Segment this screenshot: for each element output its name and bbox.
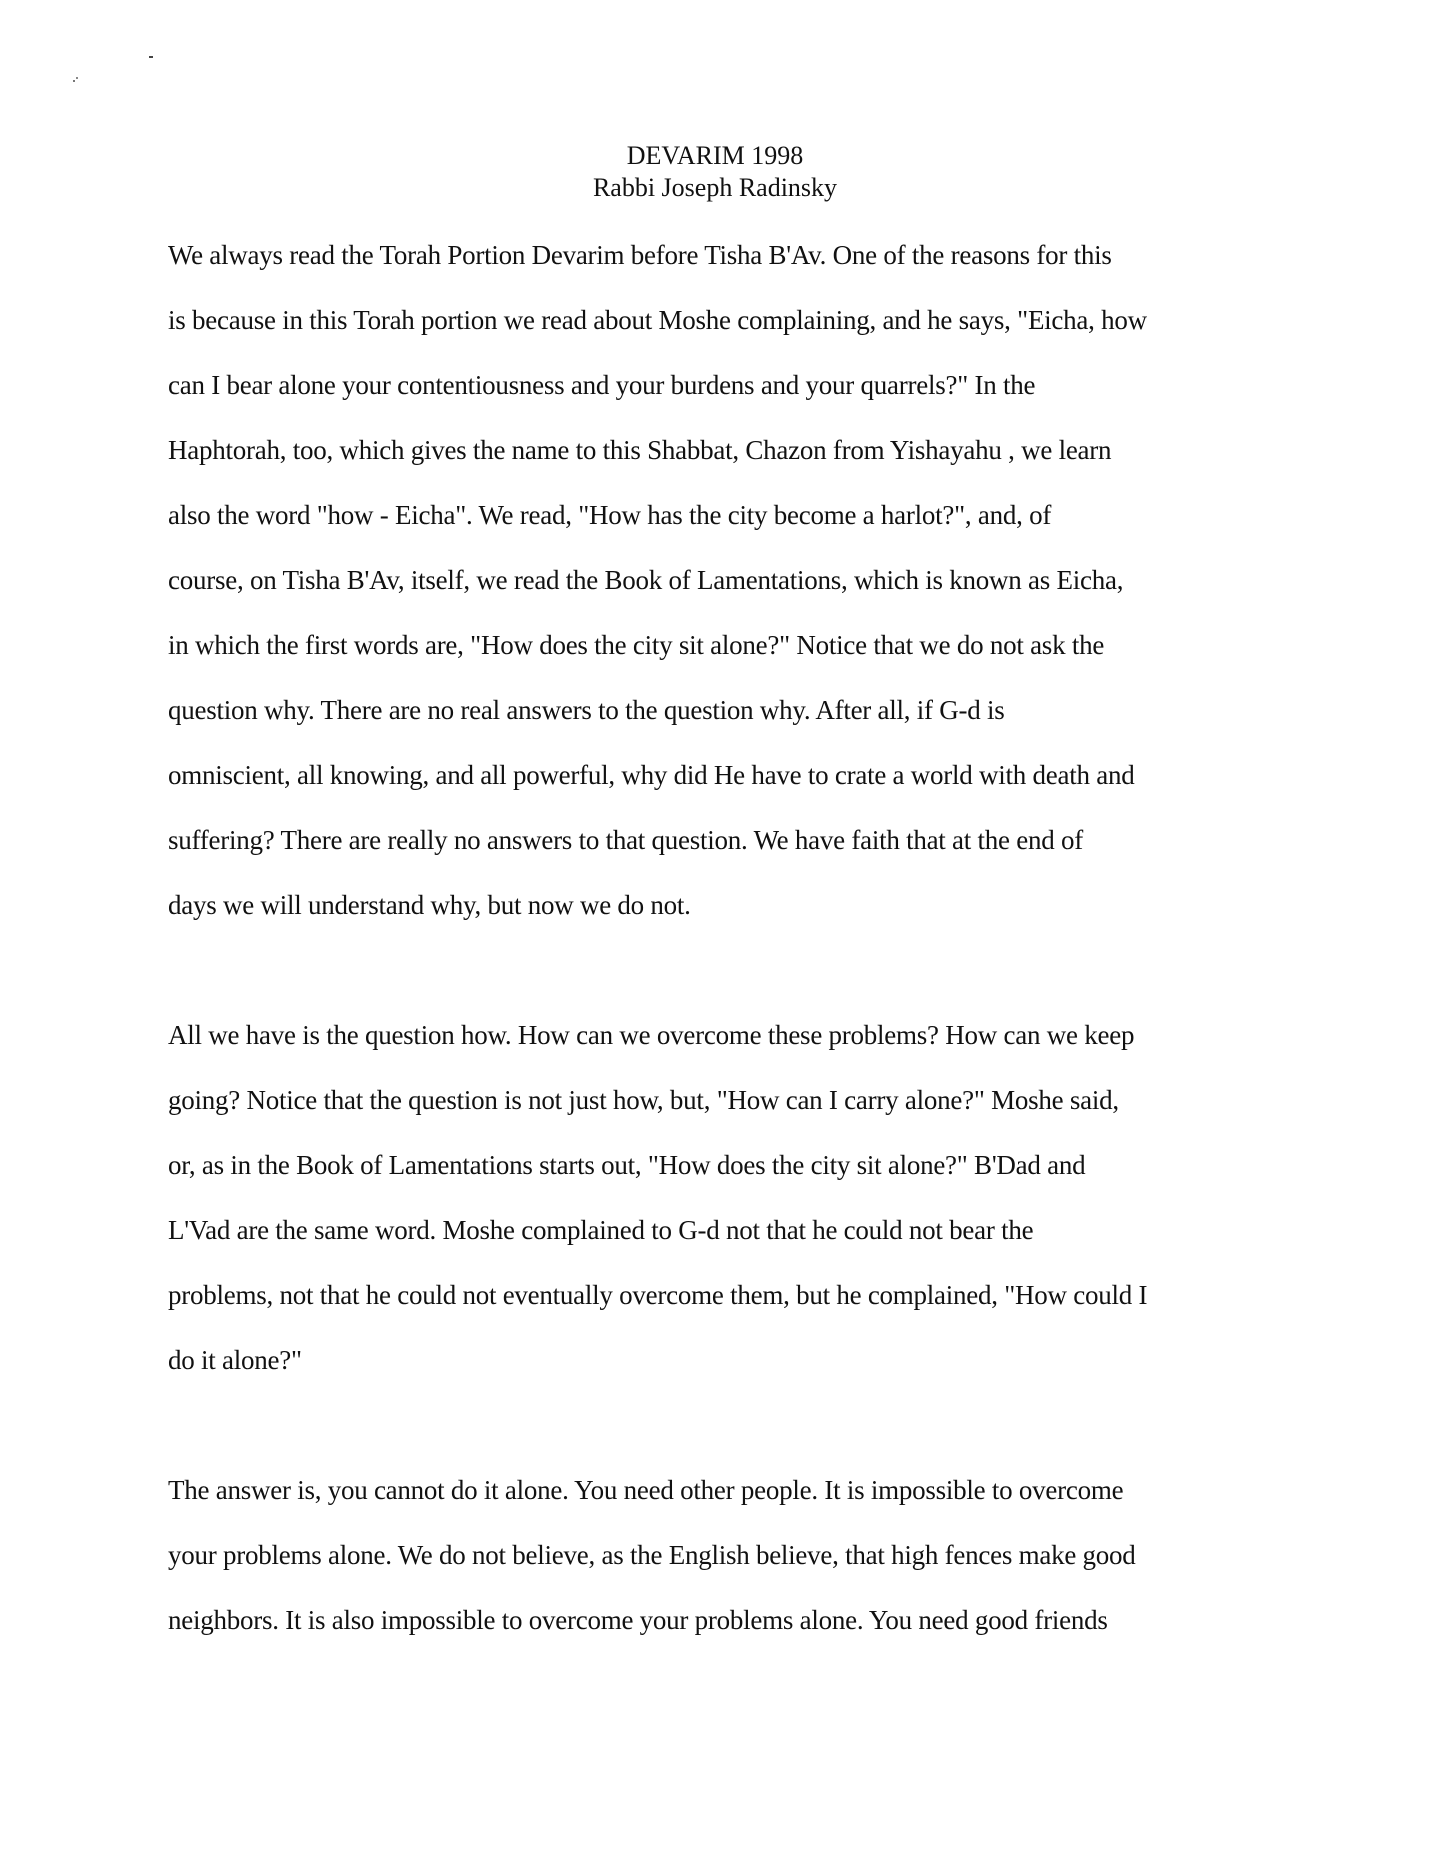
paragraph-line: days we will understand why, but now we do not.	[168, 890, 691, 920]
paragraph-line: omniscient, all knowing, and all powerful, why did He have to crate a world with death and	[168, 760, 1135, 790]
paragraph-line: L'Vad are the same word. Moshe complained to G-d not that he could not bear the	[168, 1215, 1034, 1245]
paragraph-line: course, on Tisha B'Av, itself, we read the Book of Lamentations, which is known as Eicha,	[168, 565, 1124, 595]
scan-speck	[149, 56, 153, 58]
document-title: DEVARIM 1998	[626, 141, 804, 170]
paragraph-line: going? Notice that the question is not just how, but, "How can I carry alone?" Moshe said,	[168, 1085, 1119, 1115]
document-author: Rabbi Joseph Radinsky	[592, 173, 838, 202]
paragraph-line: suffering? There are really no answers to that question. We have faith that at the end of	[168, 825, 1083, 855]
paragraph-line: All we have is the question how. How can we overcome these problems? How can we keep	[168, 1020, 1135, 1050]
paragraph-line: your problems alone. We do not believe, as the English believe, that high fences make good	[168, 1540, 1136, 1570]
scan-speck	[76, 77, 78, 79]
paragraph-line: in which the first words are, "How does the city sit alone?" Notice that we do not ask the	[168, 630, 1105, 660]
paragraph-line: do it alone?"	[168, 1345, 302, 1375]
scan-speck	[73, 80, 75, 82]
paragraph-line: problems, not that he could not eventually overcome them, but he complained, "How could I	[168, 1280, 1148, 1310]
paragraph-line: Haphtorah, too, which gives the name to this Shabbat, Chazon from Yishayahu , we learn	[168, 435, 1112, 465]
paragraph-line: question why. There are no real answers to the question why. After all, if G-d is	[168, 695, 1005, 725]
document-body	[168, 0, 1278, 1851]
paragraph-line: The answer is, you cannot do it alone. You need other people. It is impossible to overcome	[168, 1475, 1124, 1505]
paragraph-line: neighbors. It is also impossible to overcome your problems alone. You need good friends	[168, 1605, 1108, 1635]
paragraph-line: is because in this Torah portion we read about Moshe complaining, and he says, "Eicha, how	[168, 305, 1147, 335]
paragraph-line: can I bear alone your contentiousness and your burdens and your quarrels?" In the	[168, 370, 1036, 400]
paragraph-line: or, as in the Book of Lamentations starts out, "How does the city sit alone?" B'Dad and	[168, 1150, 1086, 1180]
paragraph-line: We always read the Torah Portion Devarim before Tisha B'Av. One of the reasons for this	[168, 240, 1112, 270]
paragraph-line: also the word "how - Eicha". We read, "How has the city become a harlot?", and, of	[168, 500, 1052, 530]
